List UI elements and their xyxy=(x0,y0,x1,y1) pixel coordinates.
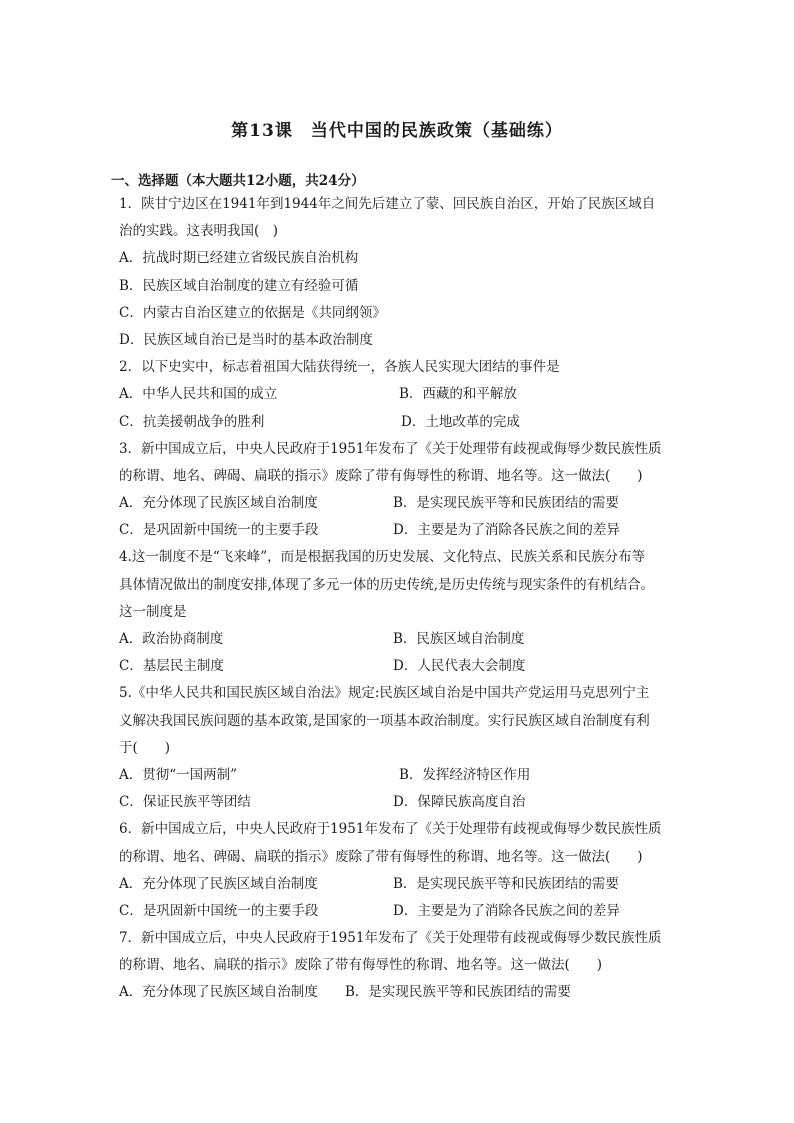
question-1-stem: 1．陕甘宁边区在1941年到1944年之间先后建立了蒙、回民族自治区，开始了民族区域自 xyxy=(119,196,656,212)
question-2-option-b: B．西藏的和平解放 xyxy=(399,386,517,403)
question-7-options-row-1 xyxy=(119,979,679,1006)
question-5-stem: 5.《中华人民共和国民族区域自治法》规定:民族区域自治是中国共产党运用马克思列宁主 xyxy=(119,685,650,702)
question-1-option-a: A．抗战时期已经建立省级民族自治机构 xyxy=(119,250,359,267)
question-7-option-a: A．充分体现了民族区域自治制度 xyxy=(119,984,318,1001)
question-4-stem-cont: 具体情况做出的制度安排,体现了多元一体的历史传统,是历史传统与现实条件的有机结合。 xyxy=(119,576,655,593)
question-1-stem-cont: 治的实践。这表明我国( ) xyxy=(119,223,279,240)
question-7-stem: 7．新中国成立后，中央人民政府于1951年发布了《关于处理带有歧视或侮辱少数民族性质 xyxy=(119,930,662,947)
question-5-option-b: B．发挥经济特区作用 xyxy=(399,766,531,783)
question-1-option-d: D．民族区域自治已是当时的基本政治制度 xyxy=(119,331,373,348)
question-6-option-d: D．主要是为了消除各民族之间的差异 xyxy=(393,902,620,919)
question-2-options-row-2 xyxy=(119,409,679,436)
question-7-option-b: B．是实现民族平等和民族团结的需要 xyxy=(345,984,571,1001)
question-3-option-b: B．是实现民族平等和民族团结的需要 xyxy=(393,495,619,512)
question-6-option-c: C．是巩固新中国统一的主要手段 xyxy=(119,902,319,919)
question-5-option-a: A．贯彻“一国两制” xyxy=(119,766,238,783)
question-6-stem: 6．新中国成立后，中央人民政府于1951年发布了《关于处理带有歧视或侮辱少数民族性质 xyxy=(119,821,662,838)
question-5-option-c: C．保证民族平等团结 xyxy=(119,794,251,811)
question-list xyxy=(119,191,679,1007)
question-4-option-d: D．人民代表大会制度 xyxy=(393,658,526,675)
section-heading: 一、选择题（本大题共12小题，共24分） xyxy=(111,173,365,189)
question-5-options-row-2 xyxy=(119,789,679,816)
question-6-option-b: B．是实现民族平等和民族团结的需要 xyxy=(393,875,619,892)
question-2-stem: 2．以下史实中，标志着祖国大陆获得统一，各族人民实现大团结的事件是 xyxy=(119,359,560,376)
question-5-options-row-1 xyxy=(119,762,679,789)
question-1-option-c: C．内蒙古自治区建立的依据是《共同纲领》 xyxy=(119,304,386,321)
question-4-option-a: A．政治协商制度 xyxy=(119,631,224,647)
question-4-option-c: C．基层民主制度 xyxy=(119,658,224,675)
question-6-options-row-2 xyxy=(119,898,679,925)
question-5-stem-cont: 义解决我国民族问题的基本政策,是国家的一项基本政治制度。实行民族区域自治制度有利 xyxy=(119,712,650,729)
page-title: 第13课 当代中国的民族政策（基础练） xyxy=(231,121,563,141)
question-2-options-row-1 xyxy=(119,381,679,408)
question-3-option-c: C．是巩固新中国统一的主要手段 xyxy=(119,522,319,539)
question-2-option-a: A．中华人民共和国的成立 xyxy=(119,386,278,403)
question-5-option-d: D．保障民族高度自治 xyxy=(393,794,526,811)
question-3-options-row-1 xyxy=(119,490,679,517)
question-5-stem-end: 于( ) xyxy=(119,739,171,756)
question-3-options-row-2 xyxy=(119,517,679,544)
question-2-option-d: D．土地改革的完成 xyxy=(401,413,520,430)
question-3-option-a: A．充分体现了民族区域自治制度 xyxy=(119,495,318,512)
question-4-options-row-1 xyxy=(119,626,679,653)
question-4-options-row-2 xyxy=(119,653,679,680)
question-6-options-row-1 xyxy=(119,871,679,898)
question-2-option-c: C．抗美援朝战争的胜利 xyxy=(119,413,265,430)
question-1-option-b: B．民族区域自治制度的建立有经验可循 xyxy=(119,277,359,294)
question-3-stem: 3．新中国成立后，中央人民政府于1951年发布了《关于处理带有歧视或侮辱少数民族性质 xyxy=(119,440,662,457)
question-6-option-a: A．充分体现了民族区域自治制度 xyxy=(119,875,318,892)
question-4-option-b: B．民族区域自治制度 xyxy=(393,631,525,647)
question-4-stem: 4.这一制度不是“飞来峰”，而是根据我国的历史发展、文化特点、民族关系和民族分布等 xyxy=(119,549,646,566)
question-3-stem-cont: 的称谓、地名、碑碣、扁联的指示》废除了带有侮辱性的称谓、地名等。这一做法( ) xyxy=(119,467,643,484)
question-4-stem-end: 这一制度是 xyxy=(119,603,187,620)
question-3-option-d: D．主要是为了消除各民族之间的差异 xyxy=(393,522,620,539)
question-6-stem-cont: 的称谓、地名、碑碣、扁联的指示》废除了带有侮辱性的称谓、地名等。这一做法( ) xyxy=(119,848,643,865)
question-7-stem-cont: 的称谓、地名、扁联的指示》废除了带有侮辱性的称谓、地名等。这一做法( ) xyxy=(119,957,603,974)
